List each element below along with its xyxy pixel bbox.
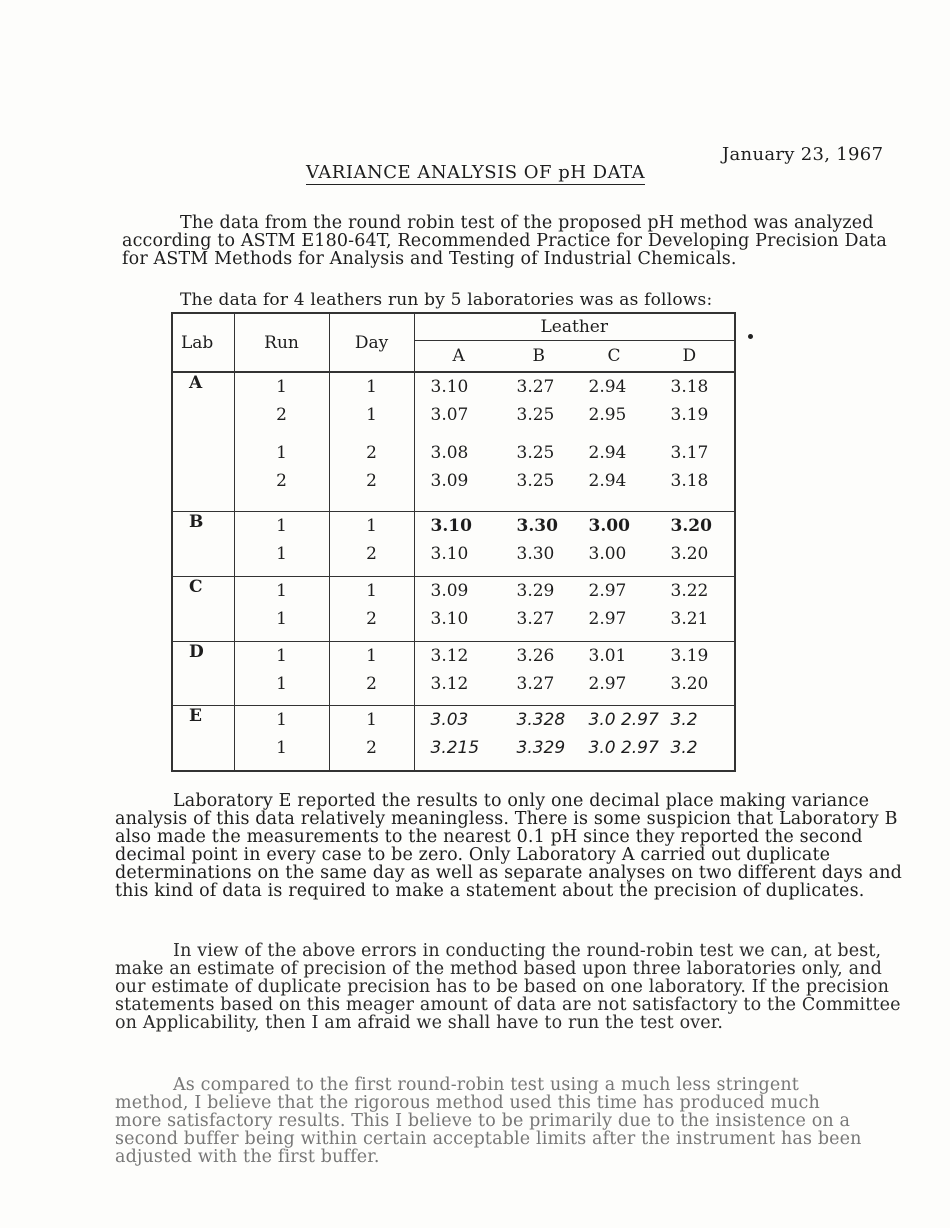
lab-group-a [172, 372, 735, 512]
lab-label: E [172, 706, 234, 771]
table-intro: The data for 4 leathers run by 5 laboratories was as follows: [180, 290, 713, 310]
value-cell: 3.19 [670, 405, 709, 425]
run-cell: 1 [276, 645, 287, 666]
header-leather: Leather [414, 313, 735, 341]
value-cell: 2.97 [588, 609, 627, 630]
day-cell: 2 [366, 609, 377, 630]
run-cell: 1 [276, 581, 287, 602]
value-cell: 3.17 [670, 443, 709, 463]
run-cell: 1 [276, 738, 287, 759]
value-cell: 3.328 [516, 710, 566, 731]
ph-data-table [171, 312, 736, 772]
value-cell: 3.09 [430, 581, 469, 602]
value-cell: 3.27 [516, 609, 555, 630]
value-cell: 3.2 [670, 710, 698, 731]
document-title: VARIANCE ANALYSIS OF pH DATA [306, 162, 646, 183]
run-cell: 1 [276, 609, 287, 630]
value-cell: 3.20 [670, 516, 712, 537]
value-row [415, 439, 735, 467]
lab-group-c [172, 577, 735, 642]
value-cell: 3.12 [430, 645, 469, 666]
lab-label: A [172, 372, 234, 512]
paragraph-comparison [115, 1076, 865, 1166]
lab-label: C [172, 577, 234, 642]
day-cell: 2 [366, 471, 377, 491]
day-cell: 1 [366, 581, 377, 602]
value-row [415, 540, 735, 568]
value-cell: 3.215 [430, 738, 480, 759]
run-cell: 1 [276, 516, 287, 537]
run-cell: 1 [276, 710, 287, 731]
header-leather-d: D [682, 346, 697, 366]
value-cell: 3.10 [430, 377, 469, 397]
header-lab: Lab [172, 313, 234, 372]
day-cell: 1 [366, 516, 377, 537]
value-cell: 3.26 [516, 645, 555, 666]
value-cell: 3.22 [670, 581, 709, 602]
value-cell: 3.25 [516, 405, 555, 425]
value-cell: 3.08 [430, 443, 469, 463]
value-cell: 3.20 [670, 673, 709, 694]
value-cell: 2.94 [588, 377, 627, 397]
value-cell: 3.30 [516, 544, 555, 565]
value-cell: 3.21 [670, 609, 709, 630]
paragraph-4-text: As compared to the first round-robin test using a much less stringent method, I believe that the rigorous method used this time has produced much more satisfactory results. This I believe to be primarily due to the insistence on a second buffer being within certain acceptable limits after the instrument has been adjusted with the first buffer. [115, 1075, 862, 1167]
value-cell: 3.12 [430, 673, 469, 694]
value-cell: 3.20 [670, 544, 709, 565]
run-cell: 2 [276, 471, 287, 491]
day-cell: 1 [366, 377, 377, 397]
value-cell: 2.95 [588, 405, 627, 425]
lab-label: D [172, 641, 234, 706]
value-cell: 3.2 [670, 738, 698, 759]
value-cell: 3.18 [670, 377, 709, 397]
margin-mark [748, 334, 753, 339]
value-row [415, 670, 735, 698]
value-cell: 2.94 [588, 443, 627, 463]
day-cell: 2 [366, 443, 377, 463]
intro-paragraph-text: The data from the round robin test of the proposed pH method was analyzed according to ASTM E180-64T, Recommended Practice for Developing Precision Data for ASTM Methods for Analysis and Testing of Industrial Chemicals. [122, 213, 888, 269]
value-row [415, 467, 735, 495]
paragraph-lab-e-issues [115, 792, 910, 900]
value-row [415, 512, 735, 540]
header-leather-a: A [452, 346, 465, 366]
run-cell: 2 [276, 405, 287, 425]
header-leather-c: C [607, 346, 621, 366]
date: January 23, 1967 [722, 144, 884, 165]
value-cell: 3.10 [430, 544, 469, 565]
value-cell: 3.00 [588, 544, 627, 565]
value-cell: 3.30 [516, 516, 558, 537]
lab-group-d [172, 641, 735, 706]
value-row-handwritten [415, 706, 735, 734]
lab-label: B [172, 512, 234, 577]
header-leather-b: B [532, 346, 545, 366]
value-row [415, 373, 735, 401]
day-cell: 1 [366, 405, 377, 425]
header-run: Run [234, 313, 329, 372]
lab-group-b [172, 512, 735, 577]
value-cell: 3.10 [430, 609, 469, 630]
value-cell: 2.97 [588, 581, 627, 602]
value-row [415, 605, 735, 633]
value-cell: 2.94 [588, 471, 627, 491]
value-row-handwritten [415, 734, 735, 762]
value-row [415, 577, 735, 605]
paragraph-precision-estimate [115, 942, 910, 1032]
value-cell: 2.97 [588, 673, 627, 694]
value-cell: 3.09 [430, 471, 469, 491]
paragraph-2-text: Laboratory E reported the results to only one decimal place making variance analysis of this data relatively meaningless. There is some suspicion that Laboratory B also made the measurements to the nearest 0.1 pH since they reported the second decimal point in every case to be zero. Only Laboratory A carried out duplicate determinations on the same day as well as separate analyses on two different days and this kind of data is required to make a statement about the precision of duplicates. [115, 791, 902, 901]
day-cell: 2 [366, 738, 377, 759]
value-cell: 3.18 [670, 471, 709, 491]
value-cell: 3.27 [516, 673, 555, 694]
paragraph-3-text: In view of the above errors in conducting the round-robin test we can, at best, make an estimate of precision of the method based upon three laboratories only, and our estimate of duplicate precision has to be based on one laboratory. If the precision statements based on this meager amount of data are not satisfactory to the Committee on Applicability, then I am afraid we shall have to run the test over. [115, 941, 901, 1033]
value-cell: 3.0 2.97 [588, 710, 659, 731]
value-cell: 3.29 [516, 581, 555, 602]
day-cell: 2 [366, 544, 377, 565]
intro-paragraph [122, 214, 912, 268]
day-cell: 1 [366, 710, 377, 731]
run-cell: 1 [276, 673, 287, 694]
value-cell: 3.0 2.97 [588, 738, 659, 759]
value-cell: 3.01 [588, 645, 627, 666]
value-cell: 3.25 [516, 471, 555, 491]
day-cell: 1 [366, 645, 377, 666]
header-leather-columns [414, 341, 735, 373]
value-cell: 3.25 [516, 443, 555, 463]
header-day: Day [329, 313, 414, 372]
value-cell: 3.00 [588, 516, 630, 537]
value-row [415, 401, 735, 429]
value-cell: 3.19 [670, 645, 709, 666]
lab-group-e [172, 706, 735, 771]
run-cell: 1 [276, 544, 287, 565]
value-cell: 3.03 [430, 710, 469, 731]
run-cell: 1 [276, 443, 287, 463]
day-cell: 2 [366, 673, 377, 694]
value-cell: 3.07 [430, 405, 469, 425]
value-cell: 3.27 [516, 377, 555, 397]
run-cell: 1 [276, 377, 287, 397]
value-cell: 3.10 [430, 516, 472, 537]
value-row [415, 642, 735, 670]
value-cell: 3.329 [516, 738, 566, 759]
